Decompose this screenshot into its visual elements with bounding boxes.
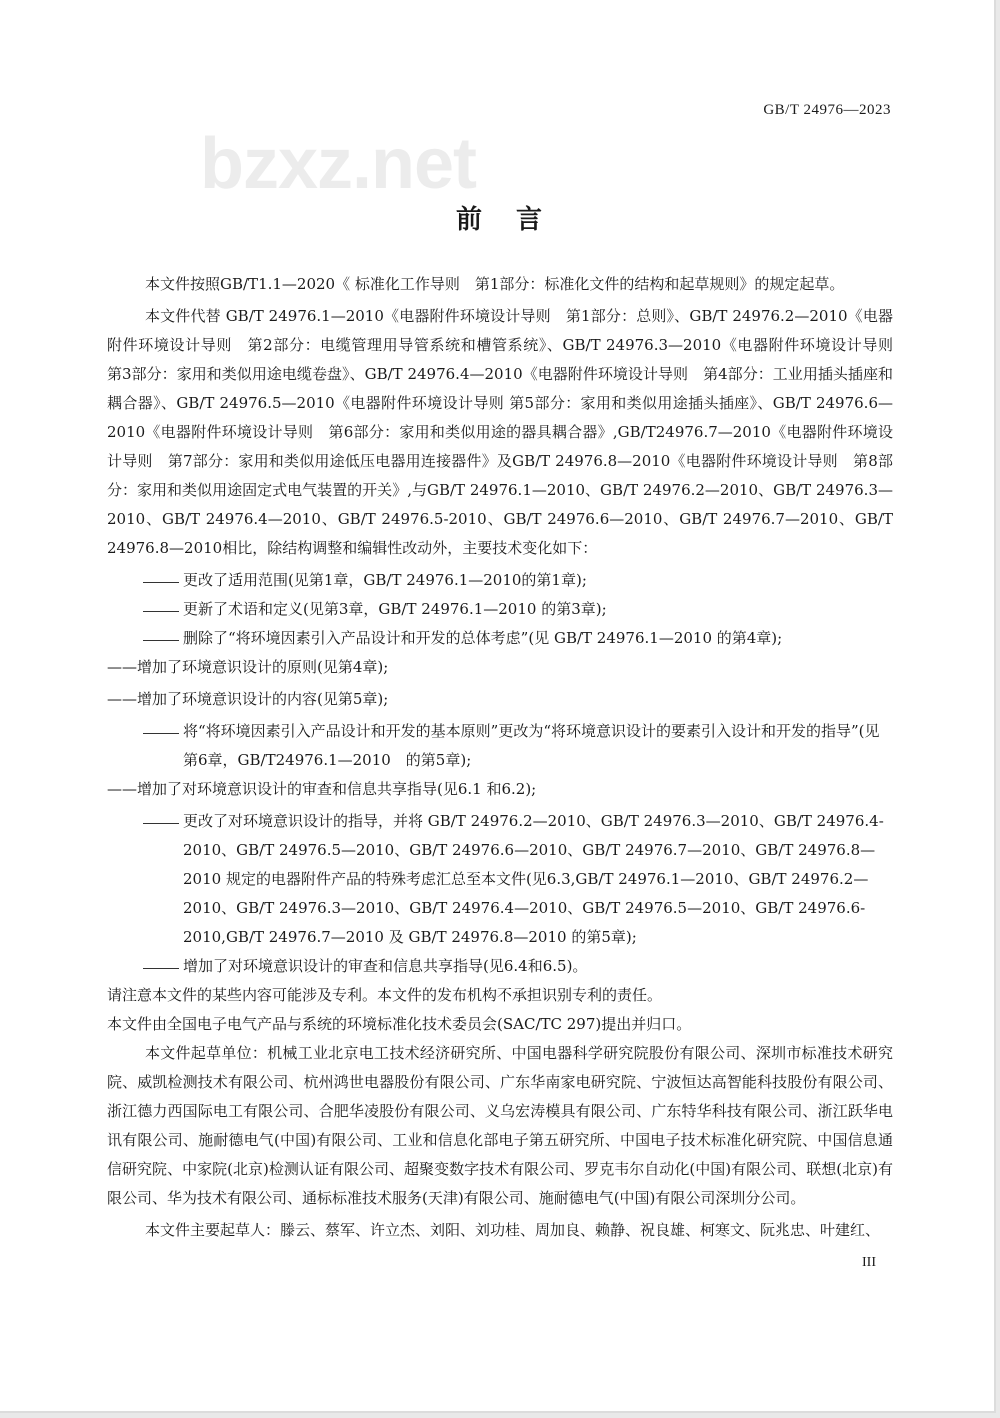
drafting-units: 本文件起草单位：机械工业北京电工技术经济研究所、中国电器科学研究院股份有限公司、深圳市标准技术研究院、威凯检测技术有限公司、杭州鸿世电器股份有限公司、广东华南家电研究院、宁波恒达高智能科技股份有限公司、浙江德力西国际电工有限公司、合肥华凌股份有限公司、义乌宏涛模具有限公司、广东特华科技有限公司、浙江跃华电讯有限公司、施耐德电气(中国)有限公司、工业和信息化部电子第五研究所、中国电子技术标准化研究院、中国信息通信研究院、中家院(北京)检测认证有限公司、超聚变数字技术有限公司、罗克韦尔自动化(中国)有限公司、联想(北京)有限公司、华为技术有限公司、通标标准技术服务(天津)有限公司、施耐德电气(中国)有限公司深圳分公司。: [107, 1044, 893, 1207]
dash-marker: ——: [107, 690, 137, 708]
list-item: 更改了适用范围(见第1章，GB/T 24976.1—2010的第1章);: [107, 566, 893, 595]
underline-marker: [143, 822, 179, 824]
proposer-statement: 本文件由全国电子电气产品与系统的环境标准化技术委员会(SAC/TC 297)提出并归口。: [107, 1015, 692, 1033]
list-item: ——增加了环境意识设计的内容(见第5章);: [107, 690, 389, 708]
underline-marker: [143, 732, 179, 734]
watermark: bzxz.net: [200, 124, 477, 204]
list-item: 将“将环境因素引入产品设计和开发的基本原则”更改为“将环境意识设计的要素引入设计和开发的指导”(见第6章，GB/T24976.1—2010 的第5章);: [107, 717, 893, 775]
dash-marker: ——: [107, 780, 137, 798]
dash-marker: ——: [107, 658, 137, 676]
paragraph-drafting-rules: 本文件按照GB/T1.1—2020《 标准化工作导则 第1部分：标准化文件的结构和起草规则》的规定起草。: [145, 275, 845, 293]
list-item: ——增加了环境意识设计的原则(见第4章);: [107, 658, 389, 676]
list-item: 删除了“将环境因素引入产品设计和开发的总体考虑”(见 GB/T 24976.1—2010 的第4章);: [107, 624, 893, 653]
page-number: III: [862, 1255, 876, 1270]
preface-body: [107, 270, 909, 1245]
changes-list: [107, 566, 893, 981]
page-title: 前言: [455, 205, 576, 235]
underline-marker: [143, 581, 179, 583]
patent-notice: 请注意本文件的某些内容可能涉及专利。本文件的发布机构不承担识别专利的责任。: [107, 986, 663, 1004]
list-item: 更新了术语和定义(见第3章，GB/T 24976.1—2010 的第3章);: [107, 595, 893, 624]
underline-marker: [143, 639, 179, 641]
underline-marker: [143, 610, 179, 612]
underline-marker: [143, 967, 179, 969]
standard-code: GB/T 24976—2023: [763, 102, 891, 118]
list-item: 增加了对环境意识设计的审查和信息共享指导(见6.4和6.5)。: [107, 952, 893, 981]
list-item: 更改了对环境意识设计的指导，并将 GB/T 24976.2—2010、GB/T 24976.3—2010、GB/T 24976.4-2010、GB/T 24976.5—2010、GB/T 24976.6—2010、GB/T 24976.7—2010、GB/T 24976.8—2010 规定的电器附件产品的特殊考虑汇总至本文件(见6.3,GB/T 24976.1—2010、GB/T 24976.2—2010、GB/T 24976.3—2010、GB/T 24976.4—2010、GB/T 24976.5—2010、GB/T 24976.6-2010,GB/T 24976.7—2010 及 GB/T 24976.8—2010 的第5章);: [107, 807, 893, 952]
main-drafters: 本文件主要起草人：滕云、蔡军、许立杰、刘阳、刘功桂、周加良、赖静、祝良雄、柯寒文、阮兆忠、叶建红、: [145, 1221, 881, 1239]
list-item: ——增加了对环境意识设计的审查和信息共享指导(见6.1 和6.2);: [107, 780, 537, 798]
paragraph-replaces: 本文件代替 GB/T 24976.1—2010《电器附件环境设计导则 第1部分：总则》、GB/T 24976.2—2010《电器附件环境设计导则 第2部分：电缆管理用导管系统和槽管系统》、GB/T 24976.3—2010《电器附件环境设计导则 第3部分：家用和类似用途电缆卷盘》、GB/T 24976.4—2010《电器附件环境设计导则 第4部分：工业用插头插座和耦合器》、GB/T 24976.5—2010《电器附件环境设计导则 第5部分：家用和类似用途插头插座》、GB/T 24976.6—2010《电器附件环境设计导则 第6部分：家用和类似用途的器具耦合器》,GB/T24976.7—2010《电器附件环境设计导则 第7部分：家用和类似用途低压电器用连接器件》及GB/T 24976.8—2010《电器附件环境设计导则 第8部分：家用和类似用途固定式电气装置的开关》,与GB/T 24976.1—2010、GB/T 24976.2—2010、GB/T 24976.3—2010、GB/T 24976.4—2010、GB/T 24976.5-2010、GB/T 24976.6—2010、GB/T 24976.7—2010、GB/T 24976.8—2010相比，除结构调整和编辑性改动外，主要技术变化如下：: [107, 307, 909, 557]
